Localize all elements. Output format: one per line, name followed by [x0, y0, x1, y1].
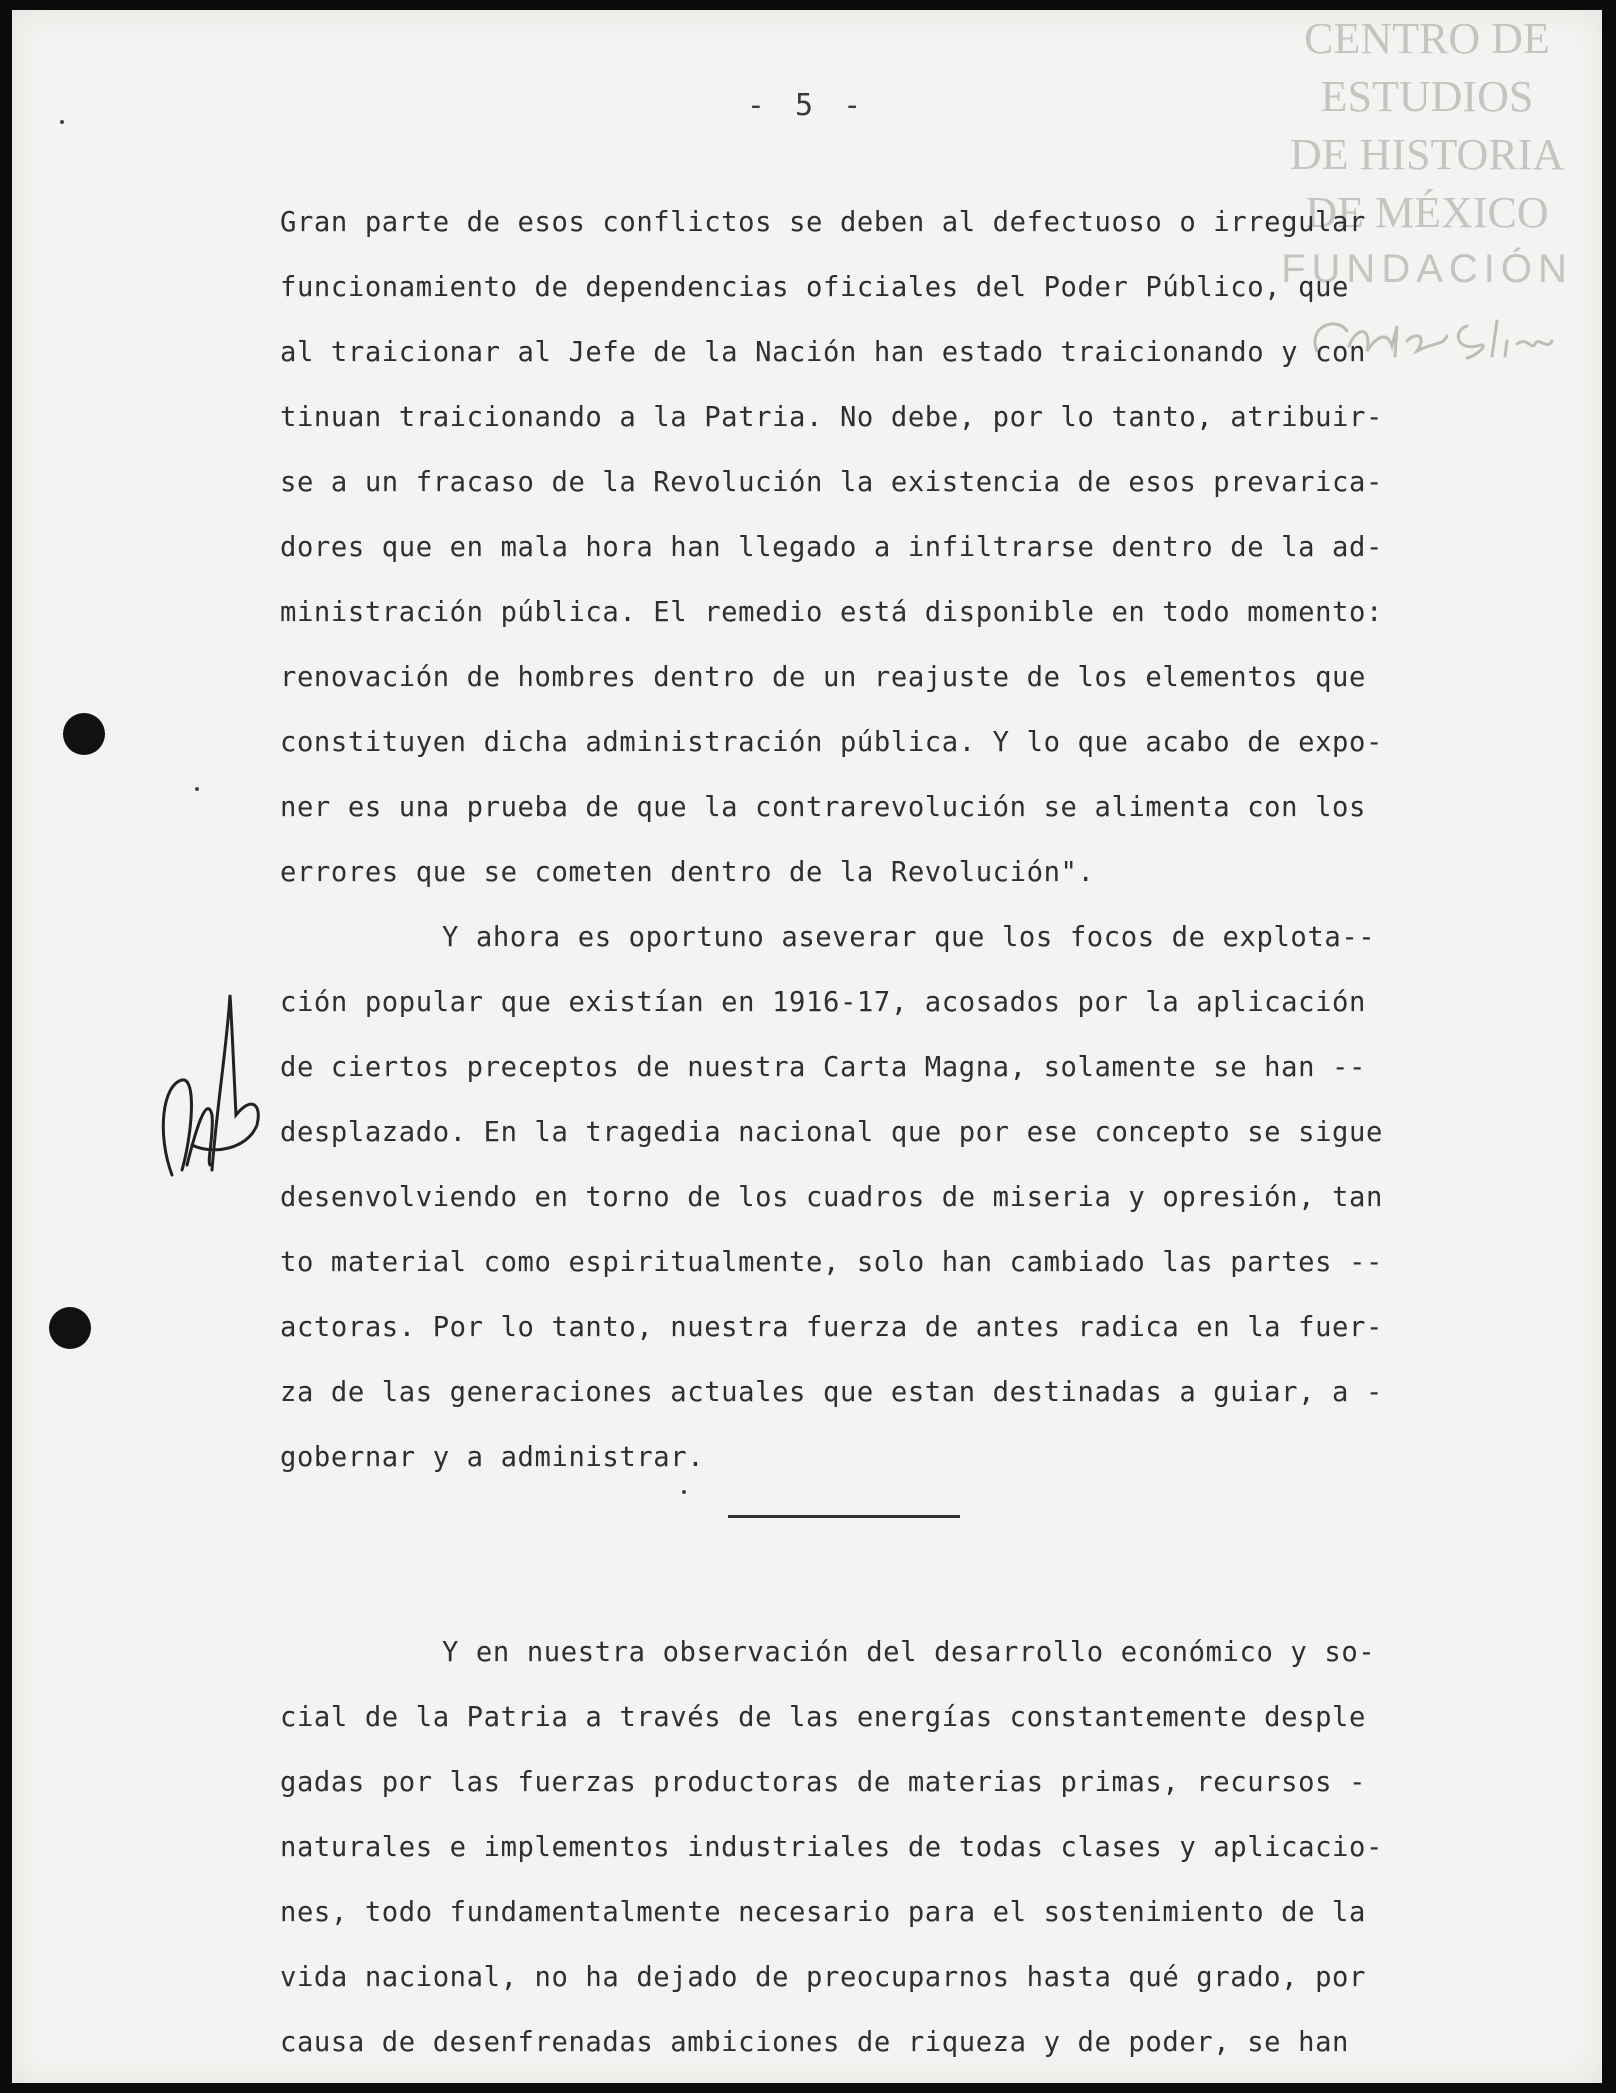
text-line: desplazado. En la tragedia nacional que por ese concepto se sigue [280, 1117, 1383, 1148]
text-line: za de las generaciones actuales que estan destinadas a guiar, a - [280, 1377, 1383, 1408]
text-line: nes, todo fundamentalmente necesario para el sostenimiento de la [280, 1897, 1366, 1928]
watermark-line-4: DE MÉXICO [1305, 188, 1549, 237]
text-line: causa de desenfrenadas ambiciones de riqueza y de poder, se han [280, 2027, 1349, 2058]
text-line: renovación de hombres dentro de un reajuste de los elementos que [280, 662, 1366, 693]
text-line: ner es una prueba de que la contrarevolución se alimenta con los [280, 792, 1366, 823]
text-line: actoras. Por lo tanto, nuestra fuerza de antes radica en la fuer- [280, 1312, 1383, 1343]
text-line: gadas por las fuerzas productoras de materias primas, recursos - [280, 1767, 1366, 1798]
text-line: Gran parte de esos conflictos se deben al defectuoso o irregular [280, 207, 1366, 238]
text-line: gobernar y a administrar. [280, 1442, 705, 1473]
watermark-line-3: DE HISTORIA [1289, 130, 1565, 179]
section-separator [728, 1515, 960, 1518]
document-body [280, 190, 1530, 2075]
watermark-line-1: CENTRO DE [1304, 14, 1550, 63]
watermark-line-2: ESTUDIOS [1320, 72, 1534, 121]
paragraph-1 [280, 190, 1530, 905]
watermark-foundation: FUNDACIÓN [1281, 247, 1573, 291]
document-page [12, 10, 1602, 2083]
text-line: naturales e implementos industriales de todas clases y aplicacio- [280, 1832, 1383, 1863]
punch-hole [63, 713, 105, 755]
paragraph-3 [280, 1620, 1530, 2075]
text-line: to material como espiritualmente, solo han cambiado las partes -- [280, 1247, 1383, 1278]
text-line: errores que se cometen dentro de la Revolución". [280, 857, 1095, 888]
text-line: constituyen dicha administración pública. Y lo que acabo de expo- [280, 727, 1383, 758]
text-line: al traicionar al Jefe de la Nación han estado traicionando y con [280, 337, 1366, 368]
text-line: Y ahora es oportuno aseverar que los focos de explota-- [442, 922, 1376, 953]
text-line: Y en nuestra observación del desarrollo económico y so- [442, 1637, 1376, 1668]
text-line: ministración pública. El remedio está disponible en todo momento: [280, 597, 1383, 628]
section-gap [280, 1490, 1530, 1620]
paper-speck [682, 1490, 686, 1494]
text-line: cial de la Patria a través de las energías constantemente desple [280, 1702, 1366, 1733]
paper-speck [195, 787, 199, 791]
text-line: ción popular que existían en 1916-17, acosados por la aplicación [280, 987, 1366, 1018]
text-line: vida nacional, no ha dejado de preocuparnos hasta qué grado, por [280, 1962, 1366, 1993]
handwritten-initials-icon [152, 985, 272, 1189]
text-line: funcionamiento de dependencias oficiales del Poder Público, que [280, 272, 1349, 303]
text-line: desenvolviendo en torno de los cuadros de miseria y opresión, tan [280, 1182, 1383, 1213]
paragraph-2 [280, 905, 1530, 1490]
paper-speck [60, 120, 64, 124]
page-number: - 5 - [746, 88, 868, 123]
text-line: de ciertos preceptos de nuestra Carta Magna, solamente se han -- [280, 1052, 1366, 1083]
punch-hole [49, 1307, 91, 1349]
text-line: dores que en mala hora han llegado a infiltrarse dentro de la ad- [280, 532, 1383, 563]
text-line: tinuan traicionando a la Patria. No debe, por lo tanto, atribuir- [280, 402, 1383, 433]
text-line: se a un fracaso de la Revolución la existencia de esos prevarica- [280, 467, 1383, 498]
